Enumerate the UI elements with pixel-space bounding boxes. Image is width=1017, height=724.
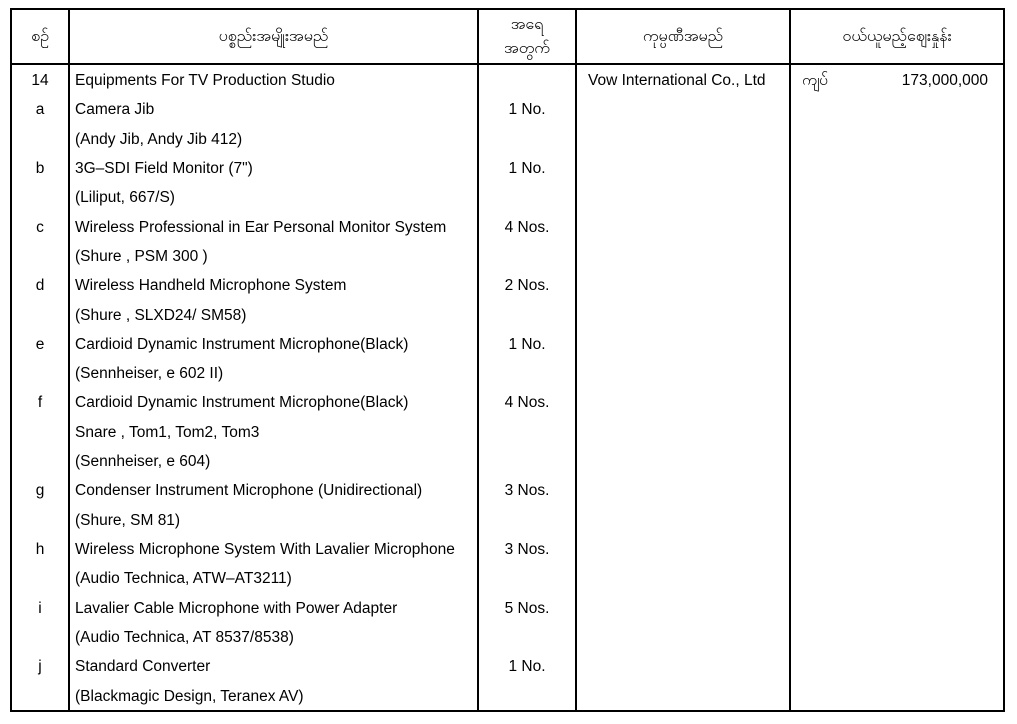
column-item <box>70 65 479 711</box>
item-cell: (Shure, SM 81) <box>75 511 181 529</box>
serial-cell <box>12 623 68 652</box>
header-item-label: ပစ္စည်းအမျိုးအမည် <box>218 27 329 45</box>
column-quantity <box>479 65 577 711</box>
item-cell: (Shure , SLXD24/ SM58) <box>75 306 247 324</box>
header-quantity <box>479 10 577 63</box>
procurement-table <box>10 8 1005 712</box>
header-quantity-line2: အတွက် <box>504 39 550 57</box>
serial-cell: c <box>36 218 44 236</box>
quantity-cell: 3 Nos. <box>504 482 550 500</box>
header-company-label: ကုမ္ပဏီအမည် <box>642 27 724 45</box>
quantity-cell <box>479 183 575 212</box>
serial-cell <box>12 183 68 212</box>
header-price <box>791 10 1003 63</box>
header-item <box>70 10 479 63</box>
quantity-cell <box>479 125 575 154</box>
item-cell: Wireless Handheld Microphone System <box>75 277 347 295</box>
serial-cell <box>12 359 68 388</box>
serial-cell <box>12 682 68 711</box>
column-price <box>791 65 1003 711</box>
quantity-cell: 1 No. <box>508 101 546 119</box>
column-serial <box>12 65 70 711</box>
serial-cell: d <box>35 277 45 295</box>
quantity-cell: 4 Nos. <box>504 394 550 412</box>
quantity-cell <box>479 418 575 447</box>
serial-cell <box>12 301 68 330</box>
quantity-cell <box>479 242 575 271</box>
serial-cell <box>12 447 68 476</box>
company-name: Vow International Co., Ltd <box>588 72 766 89</box>
serial-cell: h <box>35 541 45 558</box>
item-cell: (Audio Technica, AT 8537/8538) <box>75 628 294 646</box>
serial-cell: g <box>35 482 45 500</box>
item-cell: Cardioid Dynamic Instrument Microphone(Black) <box>75 394 409 412</box>
item-cell: Cardioid Dynamic Instrument Microphone(Black) <box>75 335 409 353</box>
quantity-cell <box>479 682 575 711</box>
item-cell: Standard Converter <box>75 658 211 676</box>
item-cell: Snare , Tom1, Tom2, Tom3 <box>75 423 260 441</box>
price-amount: 173,000,000 <box>901 72 988 89</box>
item-cell: Lavalier Cable Microphone with Power Adapter <box>75 599 398 617</box>
serial-cell: j <box>38 658 42 676</box>
serial-cell: f <box>37 394 43 412</box>
price-line <box>791 66 1003 95</box>
item-cell: Equipments For TV Production Studio <box>75 72 335 89</box>
serial-cell <box>12 125 68 154</box>
quantity-cell: 5 Nos. <box>504 599 550 617</box>
quantity-cell <box>479 66 575 95</box>
table-body <box>12 65 1003 711</box>
quantity-cell <box>479 564 575 593</box>
item-cell: Condenser Instrument Microphone (Unidirectional) <box>75 482 423 500</box>
quantity-cell <box>479 506 575 535</box>
header-price-label: ဝယ်ယူမည့်ဈေးနှုန်း <box>842 27 952 45</box>
quantity-cell <box>479 301 575 330</box>
quantity-cell: 4 Nos. <box>504 218 550 236</box>
header-company <box>577 10 791 63</box>
item-cell: Wireless Microphone System With Lavalier Microphone <box>75 541 455 558</box>
serial-cell <box>12 564 68 593</box>
header-quantity-line1: အရေ <box>510 16 544 34</box>
serial-cell <box>12 242 68 271</box>
serial-cell: a <box>35 101 45 119</box>
quantity-cell <box>479 447 575 476</box>
item-cell: (Blackmagic Design, Teranex AV) <box>75 687 304 705</box>
column-company <box>577 65 791 711</box>
item-cell: (Sennheiser, e 602 II) <box>75 365 224 383</box>
serial-cell <box>12 506 68 535</box>
item-cell: (Andy Jib, Andy Jib 412) <box>75 130 243 148</box>
item-cell: (Audio Technica, ATW–AT3211) <box>75 570 292 588</box>
item-cell: (Liliput, 667/S) <box>75 189 175 207</box>
item-cell: Wireless Professional in Ear Personal Monitor System <box>75 218 447 236</box>
quantity-cell <box>479 623 575 652</box>
quantity-cell: 1 No. <box>508 335 546 353</box>
serial-cell: e <box>35 335 45 353</box>
quantity-cell <box>479 359 575 388</box>
serial-cell <box>12 418 68 447</box>
currency-label: ကျပ် <box>802 72 828 89</box>
header-serial-label: စဉ် <box>31 27 49 45</box>
item-cell: Camera Jib <box>75 101 155 119</box>
quantity-cell: 2 Nos. <box>504 277 550 295</box>
serial-cell: b <box>35 159 45 177</box>
item-cell: (Shure , PSM 300 ) <box>75 247 208 265</box>
table-header <box>12 10 1003 65</box>
quantity-cell: 1 No. <box>508 658 546 676</box>
item-cell: 3G–SDI Field Monitor (7") <box>75 159 253 177</box>
quantity-cell: 3 Nos. <box>504 541 550 558</box>
quantity-cell: 1 No. <box>508 159 546 177</box>
header-serial <box>12 10 70 63</box>
serial-cell: i <box>38 599 42 617</box>
serial-cell: 14 <box>31 72 49 89</box>
item-cell: (Sennheiser, e 604) <box>75 453 211 471</box>
